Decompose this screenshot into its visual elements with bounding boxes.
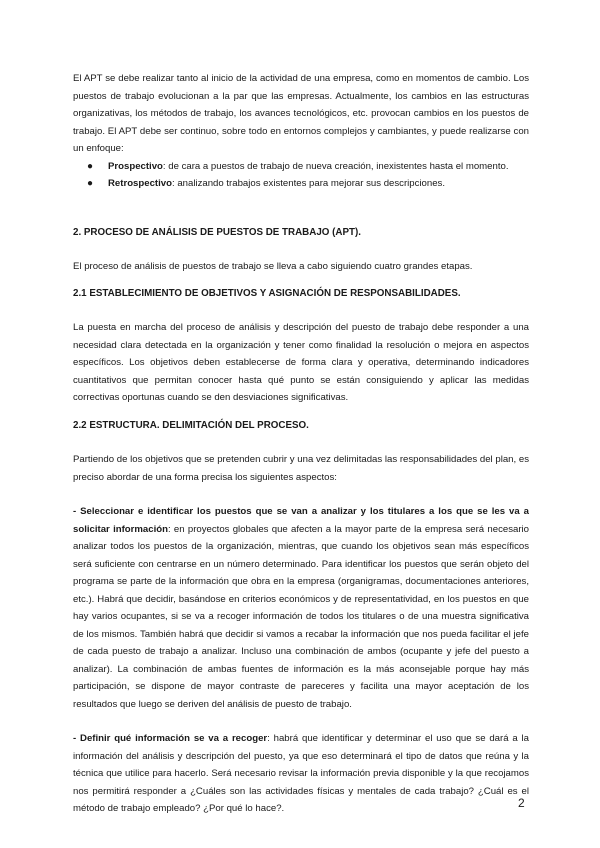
select-positions-item [73,503,529,713]
page-content [73,70,529,818]
section-2-title: 2. PROCESO DE ANÁLISIS DE PUESTOS DE TRABAJO (APT). [73,226,361,238]
item-text: : habrá que identificar y determinar el uso que se dará a la información del análisis y descripción del puesto, ya que eso determinará el tipo de datos que reúna y la técnica que utilice para hacerlo. Será necesario revisar la información previa disponible y la que recojamos nos permitirá responder a ¿Cuáles son las actividades físicas y mentales de cada trabajo? ¿Cuál es el método de trabajo empleado? ¿Por qué lo hace?. [73,733,529,814]
item-text: : en proyectos globales que afecten a la mayor parte de la empresa será necesario analizar todos los puestos de la organización, mientras, que cuando los objetivos sean más específicos será suficiente con centrarse en un número determinado. Para identificar los puestos que serán objeto del programa se parte de la información que obra en la empresa (organigramas, documentaciones anteriores, etc.). Habrá que decidir, basándose en criterios económicos y de representatividad, en los puestos en que hay varios ocupantes, si se va a recoger información de todos los titulares o de una muestra significativa de los mismos. También habrá que decidir si vamos a recabar la información que nos pueda facilitar el jefe de cada puesto de trabajo a analizar. Incluso una combinación de ambos (ocupante y jefe del puesto a analizar). La combinación de ambas fuentes de información es la más aconsejable porque hay más participación, se dispone de mayor contraste de pareceres y facilita una mayor aceptación de los resultados que luego se deriven del análisis de puesto de trabajo. [73,523,529,710]
list-item [73,158,529,176]
bullet-text: : de cara a puestos de trabajo de nueva creación, inexistentes hasta el momento. [162,160,509,172]
bullet-term: Prospectivo [108,160,163,172]
intro-paragraph: El APT se debe realizar tanto al inicio de la actividad de una empresa, como en momentos de cambio. Los puestos de trabajo evolucionan a la par que las empresas. Actualmente, los cambios en las estructuras organizativas, los métodos de trabajo, los avances tecnológicos, etc. provocan cambios en los puestos de trabajo. El APT debe ser continuo, sobre todo en entornos complejos y cambiantes, y puede realizarse con un enfoque: [73,73,529,154]
section-2-2-paragraph: Partiendo de los objetivos que se pretenden cubrir y una vez delimitadas las responsabilidades del plan, es preciso abordar de una forma precisa los siguientes aspectos: [73,454,529,483]
section-2-2-title: 2.2 ESTRUCTURA. DELIMITACIÓN DEL PROCESO. [73,419,309,431]
section-2-paragraph: El proceso de análisis de puestos de trabajo se lleva a cabo siguiendo cuatro grandes etapas. [73,261,473,272]
bullet-icon: ● [87,178,94,189]
section-2-1-paragraph: La puesta en marcha del proceso de análisis y descripción del puesto de trabajo debe responder a una necesidad clara detectada en la organización y tener como finalidad la resolución o mejora en aspectos específicos. Los objetivos deben establecerse de forma clara y operativa, determinando indicadores cuantitativos que permitan conocer hasta qué punto se están consiguiendo y aplicar las medidas correctivas oportunas cuando se den desviaciones significativas. [73,322,529,403]
item-heading: - Seleccionar e identificar los puestos que se van a analizar y los titulares a los que se les va a solicitar información [73,506,529,535]
bullet-text: : analizando trabajos existentes para mejorar sus descripciones. [171,178,446,189]
item-heading: - Definir qué información se va a recoger [73,733,268,744]
define-information-item [73,730,529,818]
page-number: 2 [518,796,525,810]
section-2-1-title: 2.1 ESTABLECIMIENTO DE OBJETIVOS Y ASIGNACIÓN DE RESPONSABILIDADES. [73,287,461,299]
bullet-icon: ● [87,160,94,172]
list-item [73,175,529,193]
approach-list [73,158,529,193]
bullet-term: Retrospectivo [108,178,172,189]
